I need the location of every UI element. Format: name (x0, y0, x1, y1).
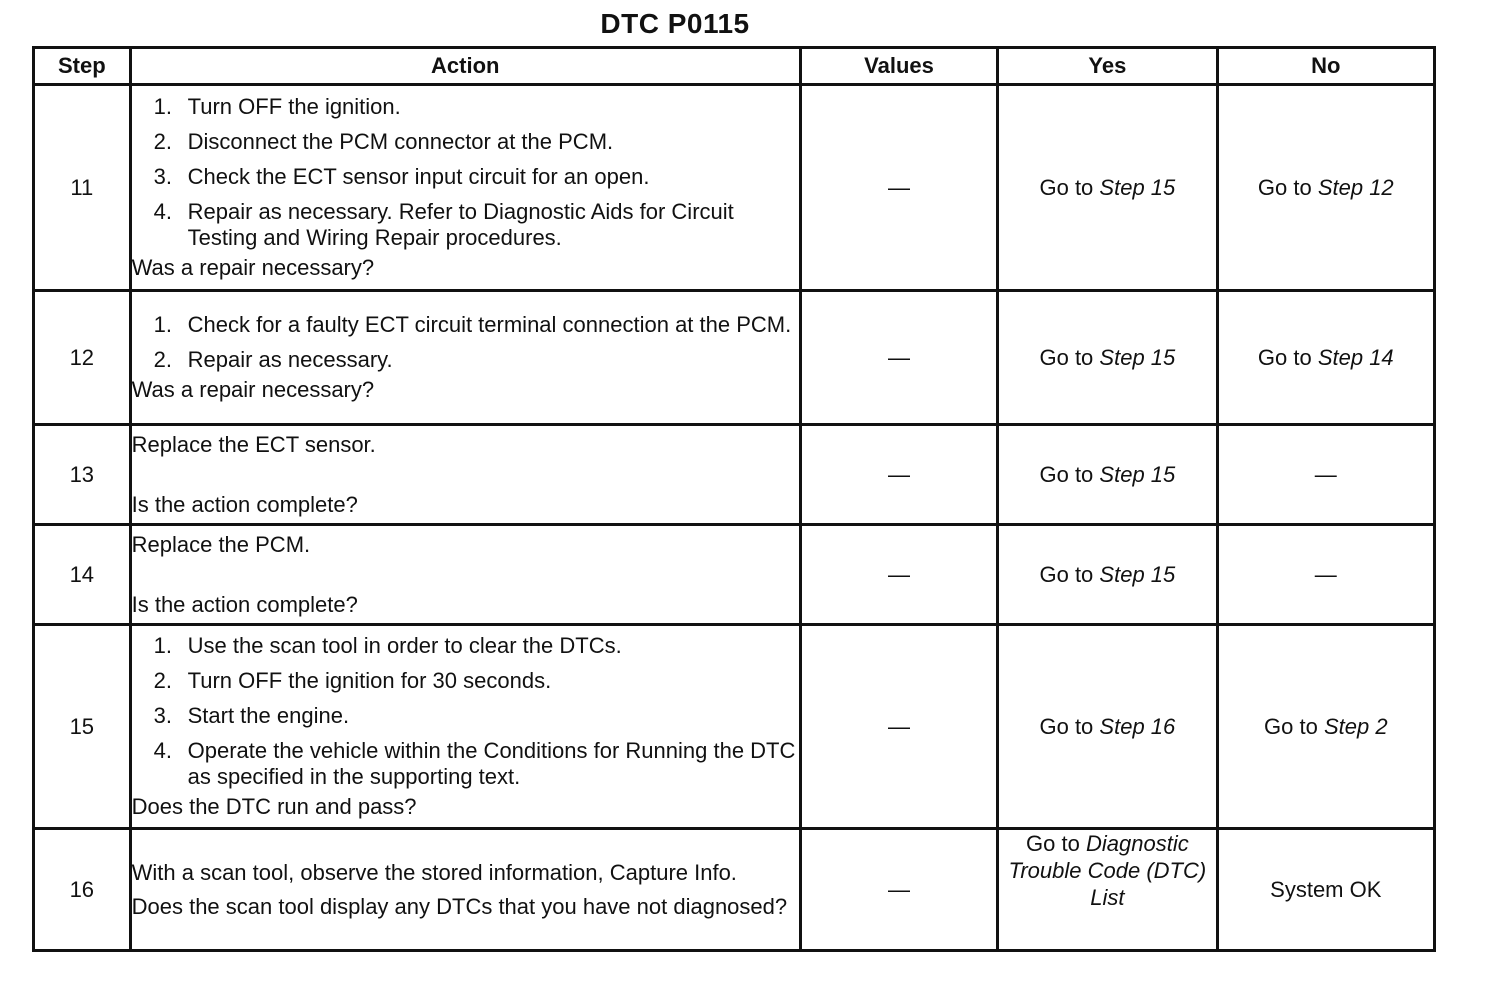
yes-cell: Go to Diagnostic Trouble Code (DTC) List (998, 829, 1217, 951)
yes-cell: Go to Step 15 (998, 85, 1217, 291)
no-link: Step 2 (1323, 713, 1388, 739)
action-question: Was a repair necessary? (131, 377, 375, 402)
action-step: 1. Check for a faulty ECT circuit terminal connection at the PCM. (153, 312, 792, 337)
action-step: 3. Check the ECT sensor input circuit for an open. (153, 164, 650, 189)
action-cell (130, 525, 800, 625)
action-steps (132, 94, 799, 251)
action-step: 3. Start the engine. (153, 703, 350, 728)
yes-cell: Go to Step 16 (998, 625, 1217, 829)
action-cell (130, 425, 800, 525)
action-cell (130, 85, 800, 291)
header-step: Step (34, 48, 131, 85)
action-text: Replace the ECT sensor. (131, 431, 376, 457)
yes-cell: Go to Step 15 (998, 525, 1217, 625)
action-cell (130, 625, 800, 829)
action-cell (130, 829, 800, 951)
action-step: 1. Use the scan tool in order to clear the DTCs. (153, 633, 622, 658)
action-step: 4. Repair as necessary. Refer to Diagnostic Aids for Circuit Testing and Wiring Repair procedures. (153, 199, 734, 250)
no-cell: — (1217, 425, 1434, 525)
no-cell: Go to Step 2 (1217, 625, 1434, 829)
table-row (34, 525, 1435, 625)
table-row (34, 85, 1435, 291)
page-title: DTC P0115 (600, 8, 750, 39)
no-cell: Go to Step 14 (1217, 291, 1434, 425)
values-cell: — (800, 525, 997, 625)
step-number: 13 (34, 425, 131, 525)
action-step: 1. Turn OFF the ignition. (153, 94, 401, 119)
step-number: 11 (34, 85, 131, 291)
step-number: 14 (34, 525, 131, 625)
table-row (34, 425, 1435, 525)
action-step: 2. Turn OFF the ignition for 30 seconds. (153, 668, 552, 693)
action-question: Was a repair necessary? (131, 255, 375, 280)
header-row (34, 48, 1435, 85)
step-number: 12 (34, 291, 131, 425)
no-link: Step 14 (1317, 344, 1394, 370)
yes-cell: Go to Step 15 (998, 425, 1217, 525)
action-step: 4. Operate the vehicle within the Conditions for Running the DTC as specified in the supporting text. (153, 738, 796, 789)
action-text: With a scan tool, observe the stored information, Capture Info. (131, 859, 737, 885)
action-steps (132, 312, 799, 373)
yes-cell: Go to Step 15 (998, 291, 1217, 425)
header-yes: Yes (998, 48, 1217, 85)
yes-link: Step 16 (1099, 713, 1176, 739)
action-question: Does the DTC run and pass? (131, 794, 417, 819)
step-number: 15 (34, 625, 131, 829)
no-cell: Go to Step 12 (1217, 85, 1434, 291)
yes-link: Step 15 (1099, 461, 1176, 487)
yes-link: Diagnostic Trouble Code (DTC) List (1008, 831, 1207, 910)
yes-link: Step 15 (1099, 174, 1176, 200)
action-text: Replace the PCM. (131, 531, 311, 557)
yes-link: Step 15 (1099, 344, 1176, 370)
table-row (34, 291, 1435, 425)
action-question: Does the scan tool display any DTCs that you have not diagnosed? (131, 893, 788, 919)
values-cell: — (800, 291, 997, 425)
table-row (34, 625, 1435, 829)
header-no: No (1217, 48, 1434, 85)
values-cell: — (800, 85, 997, 291)
action-question: Is the action complete? (131, 491, 358, 517)
values-cell: — (800, 625, 997, 829)
no-cell: — (1217, 525, 1434, 625)
diagnostic-table (32, 46, 1436, 952)
step-number: 16 (34, 829, 131, 951)
action-question: Is the action complete? (131, 591, 358, 617)
header-values: Values (800, 48, 997, 85)
no-link: Step 12 (1317, 174, 1394, 200)
action-cell (130, 291, 800, 425)
no-cell: System OK (1217, 829, 1434, 951)
action-step: 2. Repair as necessary. (153, 347, 393, 372)
action-steps (132, 633, 799, 790)
action-step: 2. Disconnect the PCM connector at the PCM. (153, 129, 614, 154)
header-action: Action (130, 48, 800, 85)
values-cell: — (800, 425, 997, 525)
values-cell: — (800, 829, 997, 951)
table-row (34, 829, 1435, 951)
yes-link: Step 15 (1099, 561, 1176, 587)
